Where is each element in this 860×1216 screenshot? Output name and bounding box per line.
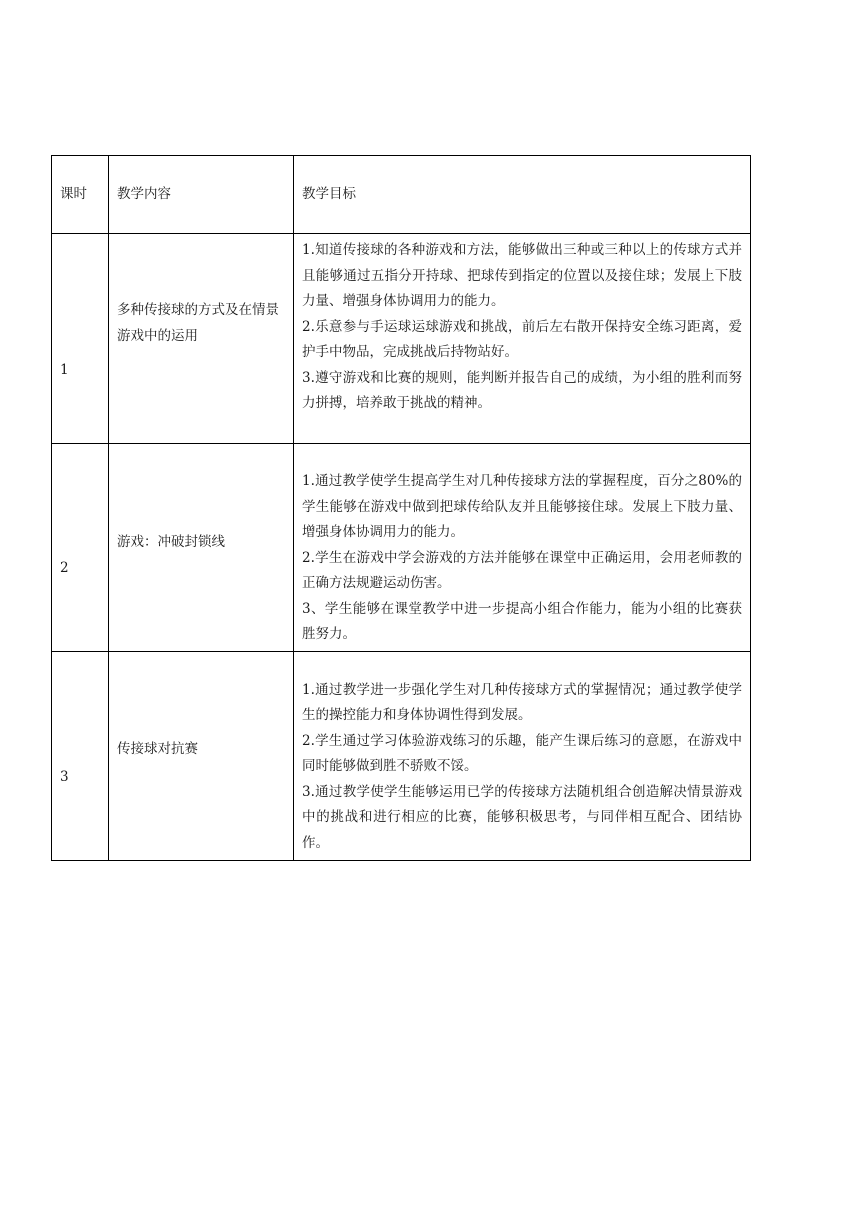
lesson-content: 游戏：冲破封锁线: [109, 444, 294, 652]
lesson-content: 多种传接球的方式及在情景游戏中的运用: [109, 234, 294, 444]
goal-item: 1.知道传接球的各种游戏和方法，能够做出三种或三种以上的传球方式并且能够通过五指分开持球、把球传到指定的位置以及接住球；发展上下肢力量、增强身体协调用力的能力。: [302, 242, 742, 309]
lesson-number: 1: [60, 361, 69, 378]
table-header-row: [52, 156, 751, 234]
lesson-number-cell: [52, 444, 109, 652]
header-lesson: 课时: [52, 156, 109, 234]
lesson-number: 2: [60, 559, 69, 576]
goal-item: 1.通过教学进一步强化学生对几种传接球方式的掌握情况；通过教学使学生的操控能力和身体协调性得到发展。: [302, 681, 742, 724]
goal-item: 2.学生在游戏中学会游戏的方法并能够在课堂中正确运用，会用老师教的正确方法规避运动伤害。: [302, 549, 742, 592]
goal-item: 3.遵守游戏和比赛的规则，能判断并报告自己的成绩，为小组的胜利而努力拼搏，培养敢于挑战的精神。: [302, 369, 742, 411]
lesson-content: 传接球对抗赛: [109, 652, 294, 861]
lesson-goals: [294, 234, 751, 444]
header-goals: 教学目标: [294, 156, 751, 234]
table-row: [52, 444, 751, 652]
goal-item: 2.乐意参与手运球运球游戏和挑战，前后左右散开保持安全练习距离，爱护手中物品，完成挑战后持物站好。: [302, 318, 742, 360]
table-row: [52, 652, 751, 861]
lesson-number-cell: [52, 234, 109, 444]
lesson-number: 3: [60, 769, 69, 786]
lesson-plan-table: [51, 155, 751, 861]
lesson-goals: [294, 652, 751, 861]
goal-item: 3.通过教学使学生能够运用已学的传接球方法随机组合创造解决情景游戏中的挑战和进行相应的比赛，能够积极思考，与同伴相互配合、团结协作。: [302, 783, 742, 851]
goal-item: 1.通过教学使学生提高学生对几种传接球方法的掌握程度，百分之80%的学生能够在游戏中做到把球传给队友并且能够接住球。发展上下肢力量、增强身体协调用力的能力。: [302, 473, 742, 541]
lesson-goals: [294, 444, 751, 652]
header-content: 教学内容: [109, 156, 294, 234]
lesson-number-cell: [52, 652, 109, 861]
goal-item: 3、学生能够在课堂教学中进一步提高小组合作能力，能为小组的比赛获胜努力。: [302, 600, 742, 643]
goal-item: 2.学生通过学习体验游戏练习的乐趣，能产生课后练习的意愿，在游戏中同时能够做到胜不骄败不馁。: [302, 732, 742, 775]
table-row: [52, 234, 751, 444]
